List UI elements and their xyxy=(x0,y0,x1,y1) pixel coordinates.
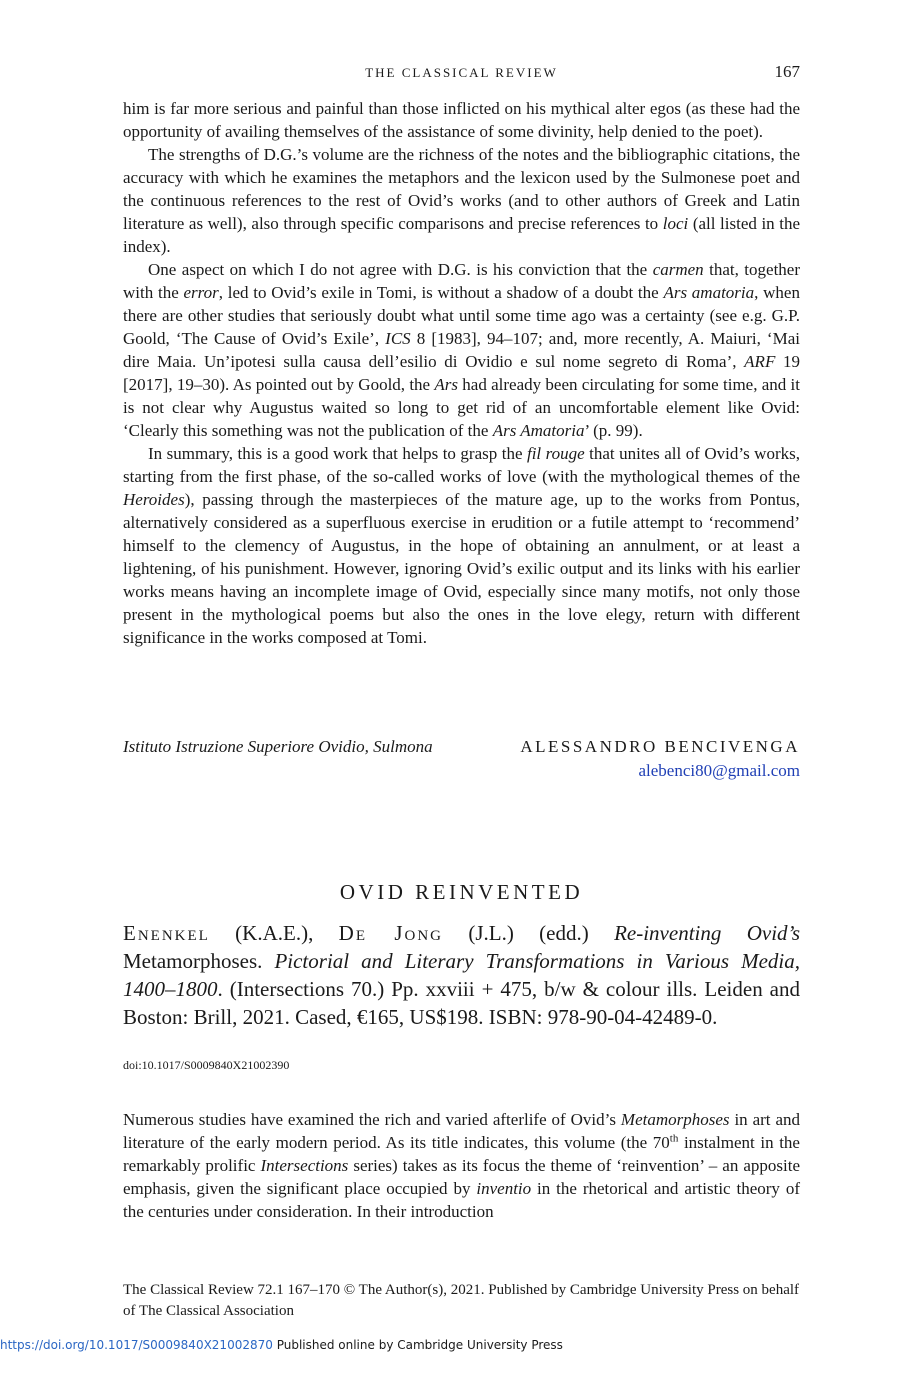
paragraph: In summary, this is a good work that helps to grasp the fil rouge that unites all of Ovid’s works, starting from the first phase, of the so-called works of love (with the mythological themes of the Heroides), passing through the masterpieces of the mature age, up to the works from Pontus, alternatively considered as a superfluous exercise in erudition or a futile attempt to ‘recommend’ himself to the clemency of Augustus, in the hope of obtaining an annulment, or at least a lightening, of his punishment. However, ignoring Ovid’s exilic output and its links with his earlier works means having an incomplete image of Ovid, especially since many motifs, not only those present in the mythological poems but also the ones in the love elegy, return with different significance in the works composed at Tomi. xyxy=(123,444,800,647)
reviewer-affiliation: Istituto Istruzione Superiore Ovidio, Sulmona xyxy=(123,737,433,756)
book-citation: Enenkel (K.A.E.), De Jong (J.L.) (edd.) Re-inventing Ovid’s Metamorphoses. Pictorial and Literary Transformations in Various Media, 1400–1800. (Intersections 70.) Pp. xxviii + 475, b/w & colour ills. Leiden and Boston: Brill, 2021. Cased, €165, US$198. ISBN: 978-90-04-42489-0. xyxy=(123,921,800,1029)
publication-bar xyxy=(0,1338,563,1352)
reviewer-signature xyxy=(123,737,800,787)
copyright-footer: The Classical Review 72.1 167–170 © The Author(s), 2021. Published by Cambridge University Press on behalf of The Classical Association xyxy=(123,1282,800,1319)
published-online-text: Published online by Cambridge University Press xyxy=(272,1338,563,1352)
page-number: 167 xyxy=(774,62,800,81)
paragraph: Numerous studies have examined the rich and varied afterlife of Ovid’s Metamorphoses in art and literature of the early modern period. As its title indicates, this volume (the 70th instalment in the remarkably prolific Intersections series) takes as its focus the theme of ‘reinvention’ – an apposite emphasis, given the significant place occupied by inventio in the rhetorical and artistic theory of the centuries under consideration. In their introduction xyxy=(123,1110,800,1221)
running-head xyxy=(123,62,800,86)
doi-link[interactable]: https://doi.org/10.1017/S0009840X21002870 xyxy=(0,1338,273,1352)
section-heading: OVID REINVENTED xyxy=(339,880,584,904)
paragraph: The strengths of D.G.’s volume are the richness of the notes and the bibliographic citations, the accuracy with which he examines the metaphors and the lexicon used by the Sulmonese poet and the continuous references to the rest of Ovid’s works (and to other authors of Greek and Latin literature as well), also through specific comparisons and precise references to loci (all listed in the index). xyxy=(123,145,801,256)
paragraph: One aspect on which I do not agree with D.G. is his conviction that the carmen that, together with the error, led to Ovid’s exile in Tomi, is without a shadow of a doubt the Ars amatoria, when there are other studies that seriously doubt what until some time ago was a certainty (see e.g. G.P. Goold, ‘The Cause of Ovid’s Exile’, ICS 8 [1983], 94–107; and, more recently, A. Maiuri, ‘Mai dire Maia. Un’ipotesi sulla causa dell’esilio di Ovidio e sul nome segreto di Roma’, ARF 19 [2017], 19–30). As pointed out by Goold, the Ars had already been circulating for some time, and it is not clear why Augustus waited so long to get rid of an uncomfortable element like Ovid: ‘Clearly this something was not the publication of the Ars Amatoria’ (p. 99). xyxy=(123,260,801,440)
reviewer-email-link[interactable]: alebenci80@gmail.com xyxy=(638,761,800,780)
running-title: THE CLASSICAL REVIEW xyxy=(365,65,558,80)
review2-body xyxy=(123,1108,800,1223)
review-body xyxy=(123,97,800,649)
review-doi: doi:10.1017/S0009840X21002390 xyxy=(123,1058,290,1072)
reviewer-name: ALESSANDRO BENCIVENGA xyxy=(520,737,800,756)
paragraph: him is far more serious and painful than those inflicted on his mythical alter egos (as these had the opportunity of availing themselves of the assistance of some divinity, help denied to the poet). xyxy=(123,99,800,141)
